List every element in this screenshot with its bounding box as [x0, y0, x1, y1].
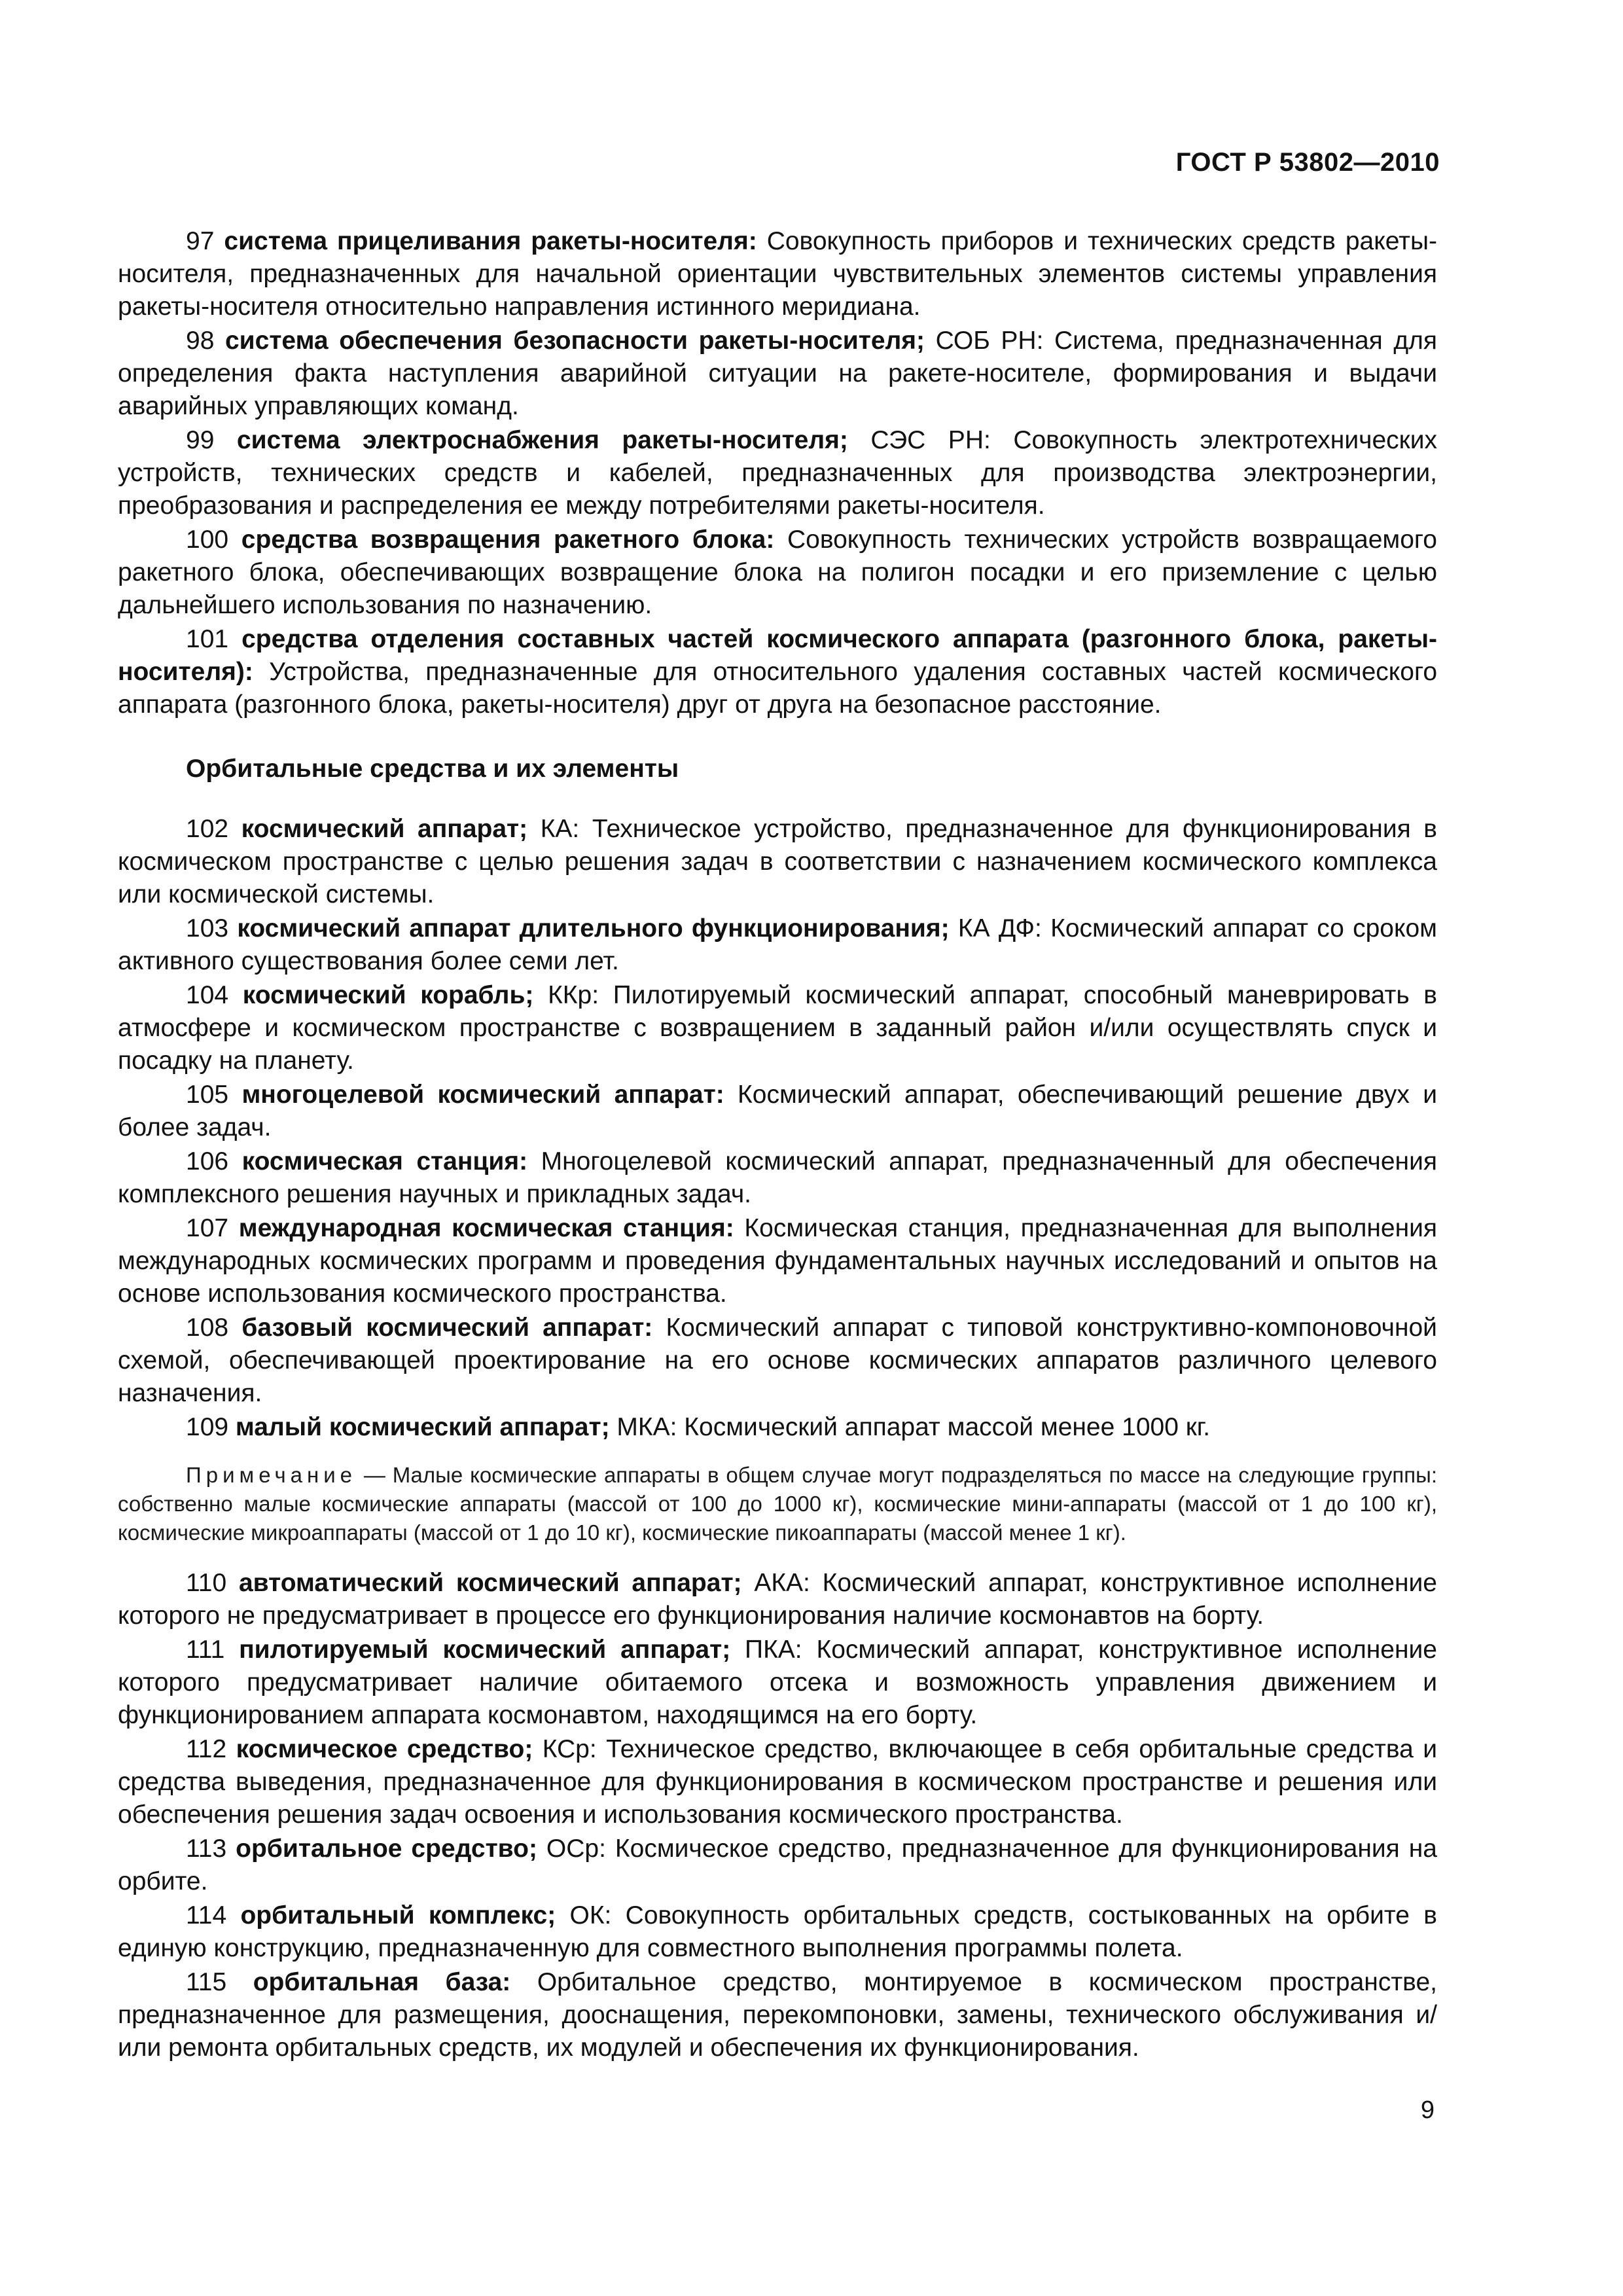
term-definition: МКА: Космический аппарат массой менее 1000 кг.: [616, 1413, 1211, 1441]
term-number: 112: [186, 1735, 227, 1763]
term-name: орбитальное средство;: [236, 1835, 537, 1863]
term-definition: ККр: Пилотируемый космический аппарат, способный маневрировать в атмосфере и космическом пространстве с возвращением в заданный район и/или осуществлять спуск и посадку на планету.: [118, 981, 1438, 1075]
term-name: многоцелевой космический аппарат:: [241, 1081, 724, 1109]
term-entry: [118, 1833, 1437, 1898]
term-name: орбитальная база:: [253, 1968, 511, 1996]
term-definition: КА ДФ: Космический аппарат со сроком активного существования более семи лет.: [118, 914, 1437, 975]
term-entry: [118, 1145, 1437, 1211]
term-name: система прицеливания ракеты-носителя:: [224, 227, 757, 255]
term-number: 113: [186, 1835, 227, 1863]
term-name: космический аппарат длительного функционирования;: [237, 914, 950, 942]
term-name: система электроснабжения ракеты-носителя;: [236, 426, 848, 454]
term-number: 99: [186, 426, 215, 454]
page-number: 9: [1420, 2096, 1435, 2124]
term-number: 97: [186, 227, 215, 255]
term-entry: [118, 1899, 1437, 1965]
term-definition: Космический аппарат, обеспечивающий решение двух и более задач.: [118, 1081, 1437, 1141]
term-name: космическое средство;: [236, 1735, 533, 1763]
term-definition: Совокупность приборов и технических средств ракеты-носителя, предназначенных для начальной ориентации чувствительных элементов системы управления ракеты-носителя относительно направления истинного меридиана.: [118, 227, 1437, 321]
note-label: Примечание: [186, 1463, 357, 1487]
term-entry: [118, 1079, 1437, 1144]
term-definition: КСр: Техническое средство, включающее в себя орбитальные средства и средства выведения, предназначенное для функционирования в космическом пространстве и решения или обеспечения решения задач освоения и использования космического пространства.: [118, 1735, 1437, 1829]
terms-group-launch-vehicle: [118, 225, 1437, 721]
term-number: 104: [186, 981, 229, 1009]
term-name: космический корабль;: [242, 981, 534, 1009]
term-entry: [118, 225, 1437, 323]
term-number: 107: [186, 1214, 229, 1242]
term-number: 101: [186, 625, 229, 653]
term-definition: Многоцелевой космический аппарат, предназначенный для обеспечения комплексного решения научных и прикладных задач.: [118, 1147, 1437, 1208]
term-entry: [118, 1567, 1437, 1632]
term-name: орбитальный комплекс;: [240, 1901, 556, 1929]
term-entry: [118, 325, 1437, 423]
term-definition: АКА: Космический аппарат, конструктивное исполнение которого не предусматривает в процессе его функционирования наличие космонавтов на борту.: [118, 1569, 1437, 1630]
term-entry: [118, 912, 1437, 978]
term-name: автоматический космический аппарат;: [238, 1569, 742, 1597]
note-text: — Малые космические аппараты в общем случае могут подразделяться по массе на следующие группы: собственно малые космические аппараты (массой от 100 до 1000 кг), космические мини-аппараты (массой от 1 до 100 кг), космические микроаппараты (массой от 1 до 10 кг), космические пикоаппараты (массой менее 1 кг).: [118, 1463, 1438, 1545]
term-entry: [118, 1312, 1437, 1410]
term-number: 111: [186, 1636, 225, 1664]
term-definition: СОБ РН: Система, предназначенная для определения факта наступления аварийной ситуации на ракете-носителе, формирования и выдачи аварийных управляющих команд.: [118, 327, 1437, 420]
term-entry: [118, 1411, 1437, 1444]
term-definition: Орбитальное средство, монтируемое в космическом пространстве, предназначенное для размещения, дооснащения, перекомпоновки, замены, технического обслуживания и/или ремонта орбитальных средств, их модулей и обеспечения их функционирования.: [118, 1968, 1437, 2062]
term-entry: [118, 813, 1437, 911]
term-entry: [118, 1634, 1437, 1732]
term-number: 105: [186, 1081, 229, 1109]
term-name: базовый космический аппарат:: [241, 1314, 653, 1342]
term-number: 100: [186, 526, 229, 554]
term-definition: ПКА: Космический аппарат, конструктивное исполнение которого предусматривает наличие обитаемого отсека и возможность управления движением и функционированием аппарата космонавтом, находящимся на его борту.: [118, 1636, 1437, 1729]
term-name: космический аппарат;: [241, 815, 528, 843]
term-definition: ОК: Совокупность орбитальных средств, состыкованных на орбите в единую конструкцию, предназначенную для совместного выполнения программы полета.: [118, 1901, 1437, 1962]
term-name: космическая станция:: [241, 1147, 528, 1175]
term-name: пилотируемый космический аппарат;: [239, 1636, 731, 1664]
term-name: средства отделения составных частей космического аппарата (разгонного блока, ракеты-носителя):: [118, 625, 1437, 686]
term-definition: СЭС РН: Совокупность электротехнических устройств, технических средств и кабелей, предназначенных для производства электроэнергии, преобразования и распределения ее между потребителями ракеты-носителя.: [118, 426, 1437, 520]
note: [118, 1461, 1437, 1547]
term-entry: [118, 1733, 1437, 1831]
standard-header: ГОСТ Р 53802—2010: [1175, 148, 1440, 177]
term-definition: Совокупность технических устройств возвращаемого ракетного блока, обеспечивающих возвращение блока на полигон посадки и его приземление с целью дальнейшего использования по назначению.: [118, 526, 1437, 619]
term-entry: [118, 623, 1437, 721]
term-number: 98: [186, 327, 215, 355]
term-number: 114: [186, 1901, 227, 1929]
term-name: средства возвращения ракетного блока:: [241, 526, 775, 554]
term-definition: КА: Техническое устройство, предназначенное для функционирования в космическом пространстве с целью решения задач в соответствии с назначением космического комплекса или космической системы.: [118, 815, 1438, 908]
term-entry: [118, 1212, 1437, 1310]
term-number: 103: [186, 914, 229, 942]
term-entry: [118, 524, 1437, 622]
term-entry: [118, 424, 1437, 522]
term-number: 109: [186, 1413, 229, 1441]
term-number: 110: [186, 1569, 227, 1597]
term-number: 108: [186, 1314, 229, 1342]
term-number: 102: [186, 815, 229, 843]
term-number: 106: [186, 1147, 229, 1175]
terms-group-orbital: [118, 813, 1437, 1444]
term-number: 115: [186, 1968, 227, 1996]
term-name: малый космический аппарат;: [235, 1413, 610, 1441]
term-name: международная космическая станция:: [238, 1214, 734, 1242]
document-body: [118, 225, 1437, 2066]
terms-group-orbital-continued: [118, 1567, 1437, 2064]
term-definition: Устройства, предназначенные для относительного удаления составных частей космического аппарата (разгонного блока, ракеты-носителя) друг от друга на безопасное расстояние.: [118, 658, 1438, 719]
term-definition: Космическая станция, предназначенная для выполнения международных космических программ и проведения фундаментальных научных исследований и опытов на основе использования космического пространства.: [118, 1214, 1438, 1308]
section-title: Орбитальные средства и их элементы: [186, 755, 679, 783]
term-entry: [118, 979, 1437, 1077]
term-name: система обеспечения безопасности ракеты-носителя;: [224, 327, 925, 355]
term-definition: Космический аппарат с типовой конструктивно-компоновочной схемой, обеспечивающей проектирование на его основе космических аппаратов различного целевого назначения.: [118, 1314, 1437, 1407]
term-entry: [118, 1966, 1437, 2064]
term-definition: ОСр: Космическое средство, предназначенное для функционирования на орбите.: [118, 1835, 1437, 1895]
